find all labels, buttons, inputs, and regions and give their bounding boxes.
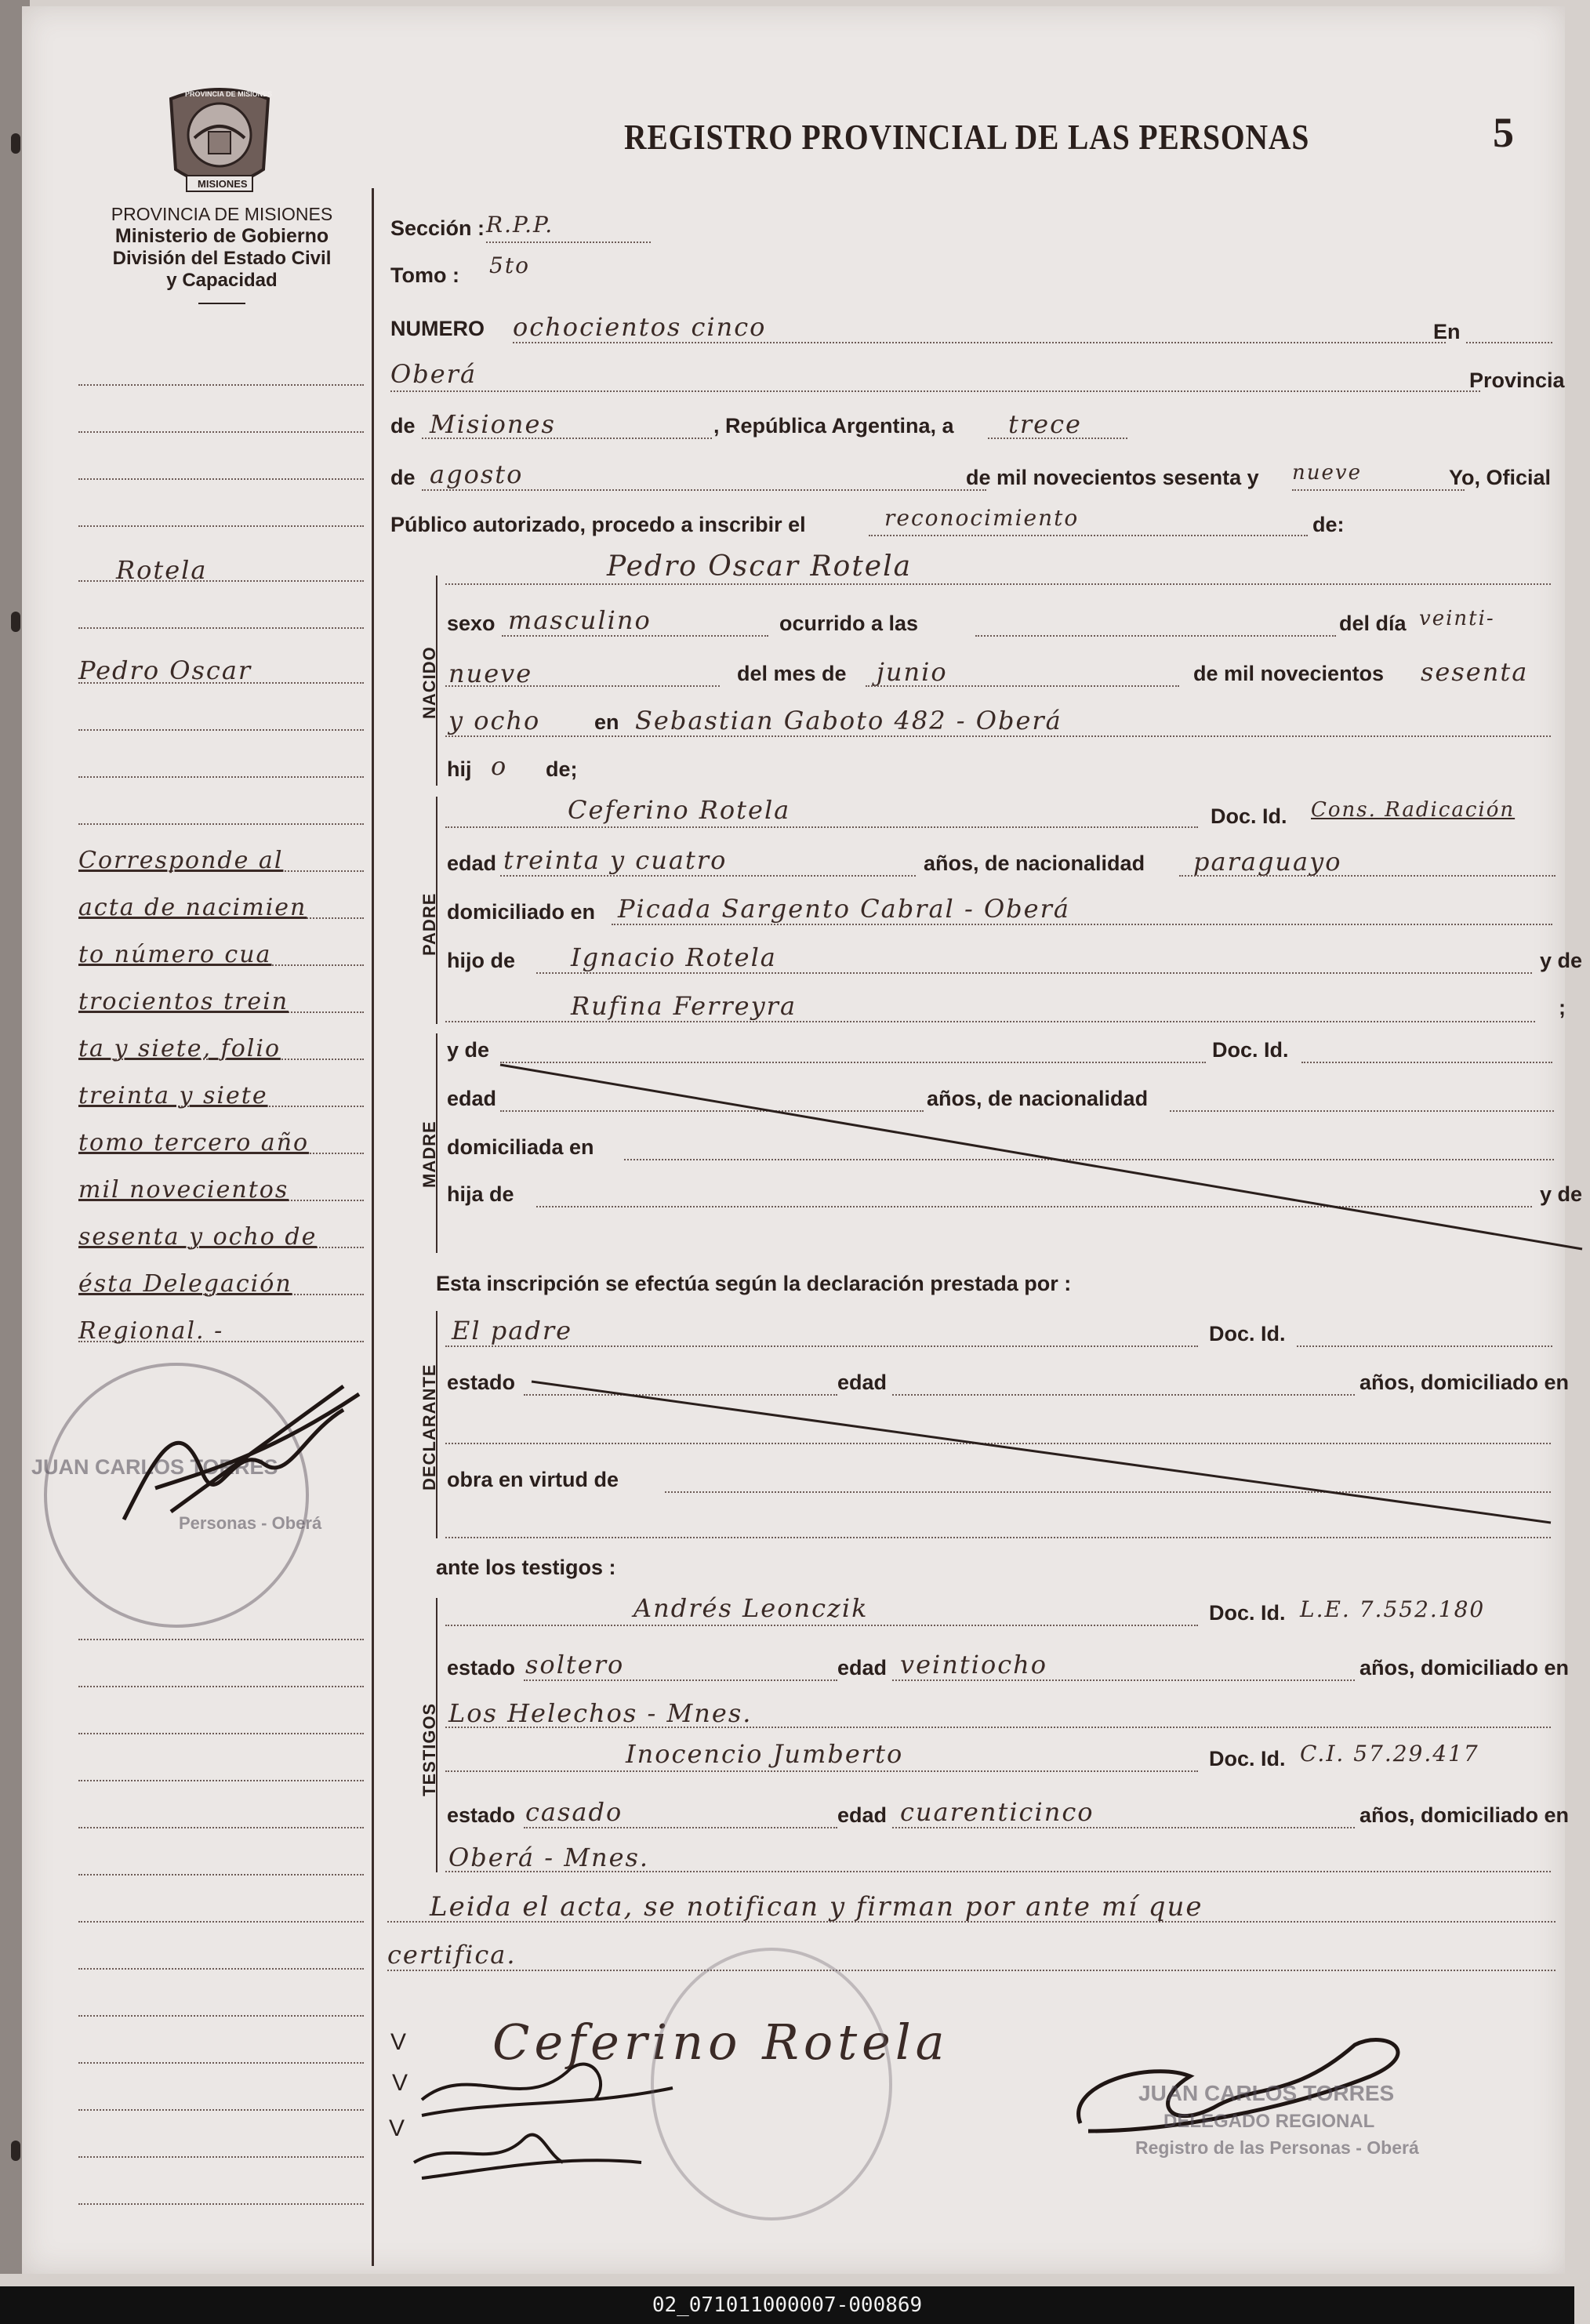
official-stamp-name: JUAN CARLOS TORRES [1138, 2081, 1395, 2105]
de-label: de [390, 414, 416, 438]
madre-cancel-stroke [492, 1057, 1590, 1261]
padre-semicolon: ; [1559, 996, 1566, 1019]
padre-name-line [445, 826, 1198, 828]
official-stamp-title: DELEGADO REGIONAL [1163, 2111, 1375, 2132]
witness-name-line [445, 1770, 1198, 1772]
declarante-extra-line-2 [445, 1537, 1551, 1538]
day-line [988, 438, 1127, 439]
witness-doc-value: C.I. 57.29.417 [1300, 1741, 1479, 1767]
year-label: de mil novecientos sesenta y [966, 466, 1259, 489]
margin-note-line: acta de nacimien [78, 894, 307, 921]
declarante-name-line [445, 1345, 1198, 1347]
nacido-name: Pedro Oscar Rotela [607, 550, 913, 583]
binding-hole [11, 133, 20, 154]
province-line [422, 438, 712, 439]
tomo-value: 5to [489, 252, 530, 278]
mes-value: junio [877, 657, 948, 687]
en-line [1466, 342, 1552, 343]
padre-hijo-value: Ignacio Rotela [571, 942, 777, 972]
father-signature: Ceferino Rotela [492, 2014, 949, 2071]
ocurrido-label: ocurrido a las [779, 612, 919, 635]
page-number: 5 [1493, 109, 1514, 156]
mes-line [866, 685, 1179, 687]
witness-doc-label: Doc. Id. [1209, 1601, 1286, 1625]
hij-value: o [491, 751, 508, 781]
padre-madre-value: Rufina Ferreyra [571, 991, 797, 1021]
padre-domicilio-line [612, 924, 1552, 925]
seccion-label: Sección : [390, 216, 485, 240]
en-label: En [1433, 320, 1461, 343]
padre-section-label: PADRE [419, 892, 439, 956]
firm-mark: V [390, 2029, 407, 2055]
closing-line-1-rule [387, 1921, 1556, 1923]
madre-yde-label: y de [447, 1038, 490, 1062]
file-id-footer: 02_071011000007-000869 [0, 2286, 1574, 2324]
declarante-edad-label: edad [837, 1371, 888, 1394]
margin-note-line: ésta Delegación [78, 1270, 292, 1298]
padre-hijo-label: hijo de [447, 949, 515, 972]
madre-yde2-label: y de [1540, 1182, 1583, 1206]
witness-domicilio-label: años, domiciliado en [1359, 1803, 1570, 1827]
declarante-obra-label: obra en virtud de [447, 1468, 619, 1491]
firm-mark: V [389, 2115, 405, 2141]
padre-hijo-line [536, 972, 1532, 974]
closing-line-2-rule [387, 1970, 1556, 1971]
province-value: Misiones [430, 409, 556, 439]
provincial-emblem [163, 83, 276, 201]
register-page [22, 6, 1583, 2274]
padre-nac-line [1179, 875, 1556, 877]
declarante-name: El padre [452, 1316, 573, 1345]
madre-section-label: MADRE [419, 1120, 439, 1188]
witness-domicilio-value: Oberá - Mnes. [448, 1843, 650, 1872]
margin-note-line: Corresponde al [78, 847, 284, 874]
de-hij-label: de; [546, 757, 578, 781]
declarante-cancel-stroke [524, 1374, 1559, 1531]
tomo-label: Tomo : [390, 263, 459, 287]
anio-value-2: y ocho [448, 706, 541, 735]
margin-note-line: Regional. - [78, 1317, 224, 1345]
margin-note-line: sesenta y ocho de [78, 1223, 318, 1251]
witness-estado-line [524, 1827, 837, 1828]
witness-edad-value: veintiocho [900, 1650, 1048, 1679]
padre-doc-value: Cons. Radicación [1311, 798, 1516, 822]
padre-domicilio-label: domiciliado en [447, 900, 596, 924]
day-value: trece [1008, 409, 1082, 439]
margin-surname: Rotela [116, 555, 208, 585]
sexo-value: masculino [508, 605, 652, 635]
margin-given-names: Pedro Oscar [78, 655, 252, 685]
witness-estado-value: casado [525, 1797, 623, 1827]
padre-nac-value: paraguayo [1193, 847, 1342, 877]
official-stamp-office: Registro de las Personas - Oberá [1135, 2137, 1419, 2158]
numero-label: NUMERO [390, 317, 485, 340]
office-line-4: y Capacidad [166, 270, 278, 291]
provincia-label: Provincia [1469, 369, 1565, 392]
padre-name: Ceferino Rotela [568, 795, 791, 825]
witness-domicilio-value: Los Helechos - Mnes. [448, 1698, 753, 1728]
margin-note-line: to número cua [78, 941, 272, 968]
witness-edad-line [892, 1827, 1355, 1828]
witness-estado-label: estado [447, 1656, 516, 1679]
act-type-value: reconocimiento [884, 505, 1080, 531]
office-line-2: Ministerio de Gobierno [114, 225, 329, 247]
place-value: Oberá [390, 359, 477, 389]
witness-doc-label: Doc. Id. [1209, 1747, 1286, 1770]
witness-edad-label: edad [837, 1656, 888, 1679]
left-delegate-signature [108, 1363, 375, 1551]
left-stamp-office: Personas - Oberá [179, 1513, 322, 1533]
declarante-doc-line [1297, 1345, 1552, 1347]
padre-doc-label: Doc. Id. [1211, 804, 1287, 828]
padre-madre-line [445, 1021, 1535, 1022]
margin-note-line: trocientos trein [78, 988, 289, 1015]
left-stamp-name: JUAN CARLOS TORRES [31, 1455, 278, 1479]
center-seal-stamp [651, 1948, 892, 2221]
publico-label: Público autorizado, procedo a inscribir el [390, 513, 806, 536]
witness-name-line [445, 1625, 1198, 1626]
office-line-1: PROVINCIA DE MISIONES [111, 204, 333, 224]
ocurrido-line [975, 635, 1336, 637]
padre-edad-value: treinta y cuatro [503, 845, 728, 875]
witness-name: Inocencio Jumberto [626, 1739, 904, 1769]
republica-label: , República Argentina, a [713, 414, 954, 438]
year-value: nueve [1292, 461, 1362, 485]
witness-domicilio-line [445, 1727, 1551, 1728]
nacido-section-label: NACIDO [419, 646, 439, 719]
declarante-domicilio-label: años, domiciliado en [1359, 1371, 1570, 1394]
oficial-label: Yo, Oficial [1449, 466, 1552, 489]
margin-note-line: tomo tercero año [78, 1129, 310, 1157]
witness-domicilio-line [445, 1871, 1551, 1872]
en-lugar-label: en [594, 710, 619, 734]
emblem-bottom-text: MISIONES [198, 178, 248, 190]
anio-value: sesenta [1421, 657, 1529, 687]
madre-doc-label: Doc. Id. [1212, 1038, 1289, 1062]
dia2-line [445, 685, 720, 687]
witness-edad-value: cuarenticinco [900, 1797, 1094, 1827]
witness-doc-value: L.E. 7.552.180 [1300, 1596, 1486, 1622]
margin-note-line: mil novecientos [78, 1176, 289, 1204]
padre-domicilio-value: Picada Sargento Cabral - Oberá [618, 894, 1070, 924]
year-line [1292, 489, 1465, 491]
padre-nac-label: años, de nacionalidad [924, 852, 1145, 875]
witness-estado-line [524, 1679, 837, 1681]
place-line [390, 390, 1480, 392]
declarante-section-label: DECLARANTE [419, 1364, 439, 1491]
hij-label: hij [447, 757, 472, 781]
declarante-estado-label: estado [447, 1371, 516, 1394]
month-value: agosto [430, 459, 524, 489]
padre-edad-label: edad [447, 852, 497, 875]
witness-edad-label: edad [837, 1803, 888, 1827]
witness-name: Andrés Leonczik [633, 1593, 869, 1623]
madre-domicilio-label: domiciliada en [447, 1135, 594, 1159]
madre-edad-label: edad [447, 1087, 497, 1110]
closing-line-1: Leida el acta, se notifican y firman por ante mí que [430, 1891, 1203, 1923]
margin-note [78, 847, 376, 1364]
nacido-name-line [445, 583, 1551, 585]
de-label-2: de [390, 466, 416, 489]
dia-label: del día [1339, 612, 1407, 635]
lugar-line [445, 735, 1551, 737]
madre-hija-label: hija de [447, 1182, 514, 1206]
binding-hole [11, 2141, 20, 2161]
dia-value-2: nueve [448, 659, 533, 688]
numero-line [513, 342, 1446, 343]
anio-label: de mil novecientos [1193, 662, 1385, 685]
firm-mark: V [392, 2070, 408, 2096]
seccion-value: R.P.P. [486, 212, 554, 238]
margin-note-line: treinta y siete [78, 1082, 268, 1109]
seccion-line [486, 241, 651, 243]
emblem-top-text: PROVINCIA DE MISIONES [185, 90, 273, 98]
binding-hole [11, 612, 20, 632]
madre-nac-label: años, de nacionalidad [927, 1087, 1149, 1110]
mes-label: del mes de [737, 662, 847, 685]
office-heading [77, 204, 367, 304]
month-line [422, 489, 986, 491]
declarante-intro: Esta inscripción se efectúa según la declaración prestada por : [436, 1272, 1072, 1295]
witness-domicilio-label: años, domiciliado en [1359, 1656, 1570, 1679]
testigos-section-label: TESTIGOS [419, 1702, 439, 1796]
de-colon-label: de: [1312, 513, 1345, 536]
sexo-label: sexo [447, 612, 496, 635]
office-line-3: División del Estado Civil [112, 248, 332, 269]
padre-yde-label: y de [1540, 949, 1583, 972]
closing-line-2: certifica. [387, 1940, 517, 1970]
dia-value: veinti- [1419, 607, 1495, 630]
witness-edad-line [892, 1679, 1355, 1681]
sexo-line [502, 635, 768, 637]
witness-estado-value: soltero [525, 1650, 625, 1679]
padre-edad-line [500, 875, 916, 877]
testigos-intro: ante los testigos : [436, 1556, 616, 1579]
heading-rule [198, 303, 245, 304]
declarante-doc-label: Doc. Id. [1209, 1322, 1286, 1345]
witness-estado-label: estado [447, 1803, 516, 1827]
act-type-line [869, 535, 1308, 536]
numero-value: ochocientos cinco [513, 312, 767, 342]
lugar-value: Sebastian Gaboto 482 - Oberá [635, 706, 1062, 735]
page-title: REGISTRO PROVINCIAL DE LAS PERSONAS [624, 117, 1310, 157]
margin-note-line: ta y siete, folio [78, 1035, 281, 1062]
